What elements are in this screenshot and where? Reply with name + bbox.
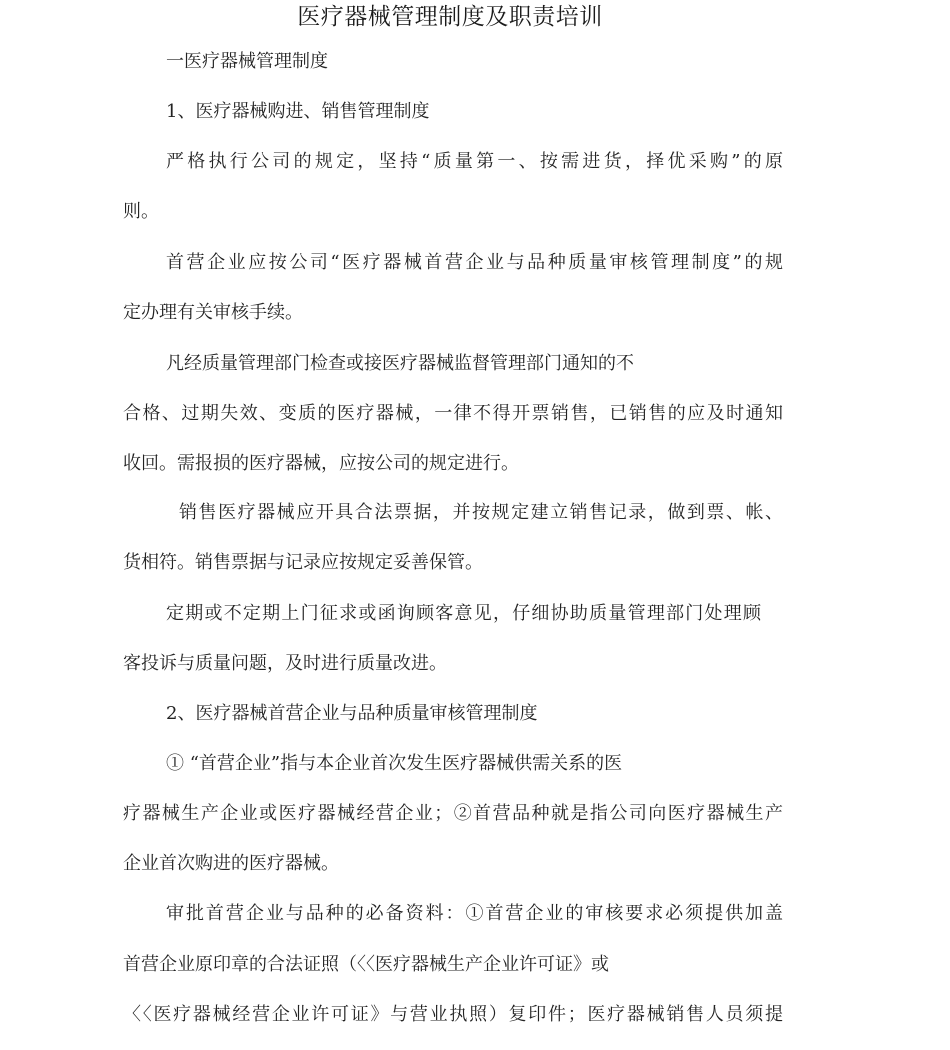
paragraph-line: 〈〈医疗器械经营企业许可证》与营业执照）复印件；医疗器械销售人员须提 (123, 1004, 783, 1025)
paragraph-line: 销售医疗器械应开具合法票据，并按规定建立销售记录，做到票、帐、 (179, 502, 783, 523)
document-title: 医疗器械管理制度及职责培训 (297, 4, 603, 30)
paragraph-line: 定期或不定期上门征求或函询顾客意见，仔细协助质量管理部门处理顾 (166, 603, 761, 624)
paragraph-line: 定办理有关审核手续。 (123, 302, 303, 323)
paragraph-line: 货相符。销售票据与记录应按规定妥善保管。 (123, 552, 483, 573)
paragraph-line: 审批首营企业与品种的必备资料：①首营企业的审核要求必须提供加盖 (166, 903, 783, 924)
paragraph-line: 疗器械生产企业或医疗器械经营企业；②首营品种就是指公司向医疗器械生产 (123, 803, 783, 824)
paragraph-line: 首营企业原印章的合法证照（〈〈医疗器械生产企业许可证》或 (123, 954, 609, 975)
subsection-heading: 1、医疗器械购进、销售管理制度 (166, 101, 430, 122)
subsection-heading: 2、医疗器械首营企业与品种质量审核管理制度 (166, 703, 538, 724)
paragraph-line: 客投诉与质量问题，及时进行质量改进。 (123, 653, 447, 674)
paragraph-line: 收回。需报损的医疗器械，应按公司的规定进行。 (123, 453, 519, 474)
paragraph-line: 则。 (123, 201, 159, 222)
paragraph-line: 凡经质量管理部门检查或接医疗器械监督管理部门通知的不 (166, 353, 634, 374)
paragraph-line: 合格、过期失效、变质的医疗器械，一律不得开票销售，已销售的应及时通知 (123, 403, 783, 424)
section-heading: 一医疗器械管理制度 (166, 51, 328, 72)
paragraph-line: 首营企业应按公司“医疗器械首营企业与品种质量审核管理制度”的规 (166, 252, 783, 273)
paragraph-line: 严格执行公司的规定，坚持“质量第一、按需进货，择优采购”的原 (166, 151, 783, 172)
paragraph-line: 企业首次购进的医疗器械。 (123, 853, 339, 874)
paragraph-line: ① “首营企业”指与本企业首次发生医疗器械供需关系的医 (166, 753, 623, 774)
